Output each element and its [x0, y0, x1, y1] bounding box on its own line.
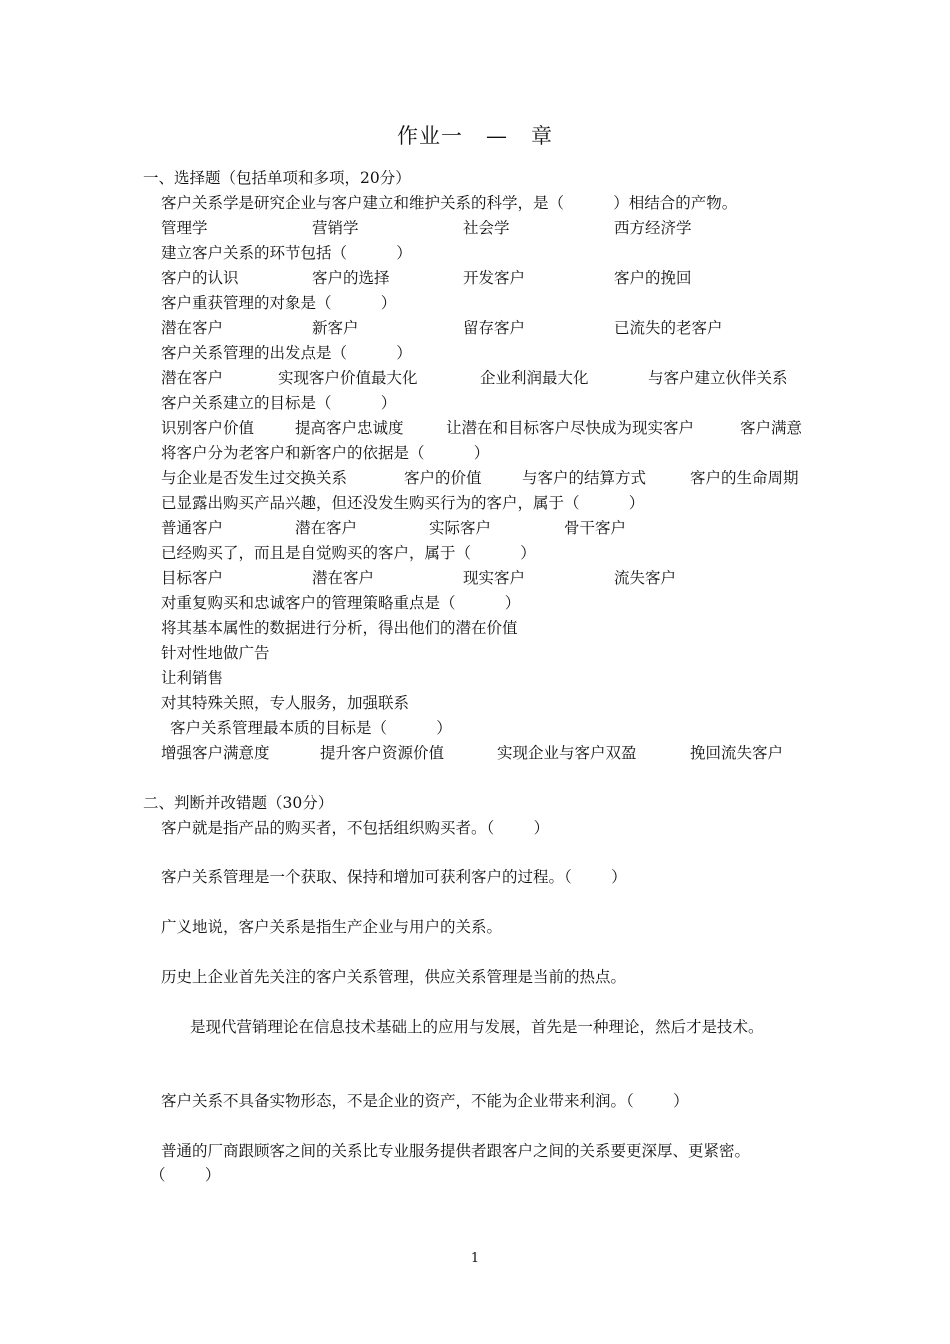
question-option: 实现客户价值最大化 — [278, 369, 418, 387]
section-heading: 一、选择题（包括单项和多项，20分） — [143, 169, 411, 187]
question-option: 客户的生命周期 — [690, 469, 799, 487]
question-option: 骨干客户 — [564, 519, 627, 537]
question-stem: 将客户分为老客户和新客户的依据是（ ） — [161, 444, 490, 462]
question-option: 社会学 — [463, 219, 510, 237]
page-number: 1 — [470, 1251, 480, 1266]
question-stem: 客户关系建立的目标是（ ） — [161, 394, 397, 412]
question-option: 对其特殊关照，专人服务，加强联系 — [161, 694, 410, 712]
question-option: 留存客户 — [463, 319, 526, 337]
question-stem: 对重复购买和忠诚客户的管理策略重点是（ ） — [161, 594, 521, 612]
page-title: 作业一 — 章 — [396, 124, 554, 148]
question-stem: 已经购买了，而且是自觉购买的客户，属于（ ） — [161, 544, 536, 562]
question-option: 新客户 — [312, 319, 359, 337]
question-option: 普通客户 — [161, 519, 224, 537]
question-option: 管理学 — [161, 219, 208, 237]
statement-item: 历史上企业首先关注的客户关系管理，供应关系管理是当前的热点。 — [161, 968, 627, 986]
question-option: 增强客户满意度 — [161, 744, 270, 762]
statement-item: 客户关系不具备实物形态，不是企业的资产，不能为企业带来利润。（ ） — [161, 1092, 689, 1110]
question-option: 将其基本属性的数据进行分析，得出他们的潜在价值 — [161, 619, 518, 637]
question-option: 目标客户 — [161, 569, 224, 587]
statement-item: 广义地说，客户关系是指生产企业与用户的关系。 — [161, 918, 503, 936]
question-option: 潜在客户 — [161, 369, 224, 387]
question-option: 挽回流失客户 — [690, 744, 784, 762]
statement-item: 普通的厂商跟顾客之间的关系比专业服务提供者跟客户之间的关系要更深厚、更紧密。 — [161, 1142, 751, 1160]
question-option: 客户的认识 — [161, 269, 239, 287]
question-option: 营销学 — [312, 219, 359, 237]
statement-item: 客户就是指产品的购买者，不包括组织购买者。（ ） — [161, 819, 550, 837]
question-option: 针对性地做广告 — [161, 644, 270, 662]
question-stem: 客户关系管理的出发点是（ ） — [161, 344, 412, 362]
question-option: 识别客户价值 — [161, 419, 255, 437]
statement-item: 客户关系管理是一个获取、保持和增加可获利客户的过程。（ ） — [161, 868, 627, 886]
question-option: 客户的价值 — [404, 469, 482, 487]
question-option: 流失客户 — [614, 569, 677, 587]
question-option: 客户的挽回 — [614, 269, 692, 287]
question-stem: 客户关系管理最本质的目标是（ ） — [170, 719, 452, 737]
question-stem: 建立客户关系的环节包括（ ） — [161, 244, 412, 262]
question-stem: 客户关系学是研究企业与客户建立和维护关系的科学，是（ ）相结合的产物。 — [161, 194, 738, 212]
question-option: 潜在客户 — [312, 569, 375, 587]
question-option: 让潜在和目标客户尽快成为现实客户 — [446, 419, 695, 437]
question-option: 开发客户 — [463, 269, 526, 287]
question-option: 客户满意 — [740, 419, 803, 437]
question-option: 实现企业与客户双盈 — [497, 744, 637, 762]
statement-item: 是现代营销理论在信息技术基础上的应用与发展，首先是一种理论，然后才是技术。 — [190, 1018, 764, 1036]
question-option: 与客户的结算方式 — [522, 469, 647, 487]
question-option: 已流失的老客户 — [614, 319, 723, 337]
question-option: 让利销售 — [161, 669, 224, 687]
question-option: 提升客户资源价值 — [320, 744, 445, 762]
question-stem: 客户重获管理的对象是（ ） — [161, 294, 397, 312]
question-option: 客户的选择 — [312, 269, 390, 287]
question-option: 西方经济学 — [614, 219, 692, 237]
question-option: 提高客户忠诚度 — [295, 419, 404, 437]
question-option: 企业利润最大化 — [480, 369, 589, 387]
section-heading: 二、判断并改错题（30分） — [143, 794, 334, 812]
statement-item-continuation: （ ） — [150, 1166, 221, 1184]
question-option: 潜在客户 — [161, 319, 224, 337]
question-option: 实际客户 — [429, 519, 492, 537]
question-option: 潜在客户 — [295, 519, 358, 537]
question-option: 与客户建立伙伴关系 — [648, 369, 788, 387]
question-stem: 已显露出购买产品兴趣，但还没发生购买行为的客户，属于（ ） — [161, 494, 645, 512]
question-option: 现实客户 — [463, 569, 526, 587]
question-option: 与企业是否发生过交换关系 — [161, 469, 348, 487]
